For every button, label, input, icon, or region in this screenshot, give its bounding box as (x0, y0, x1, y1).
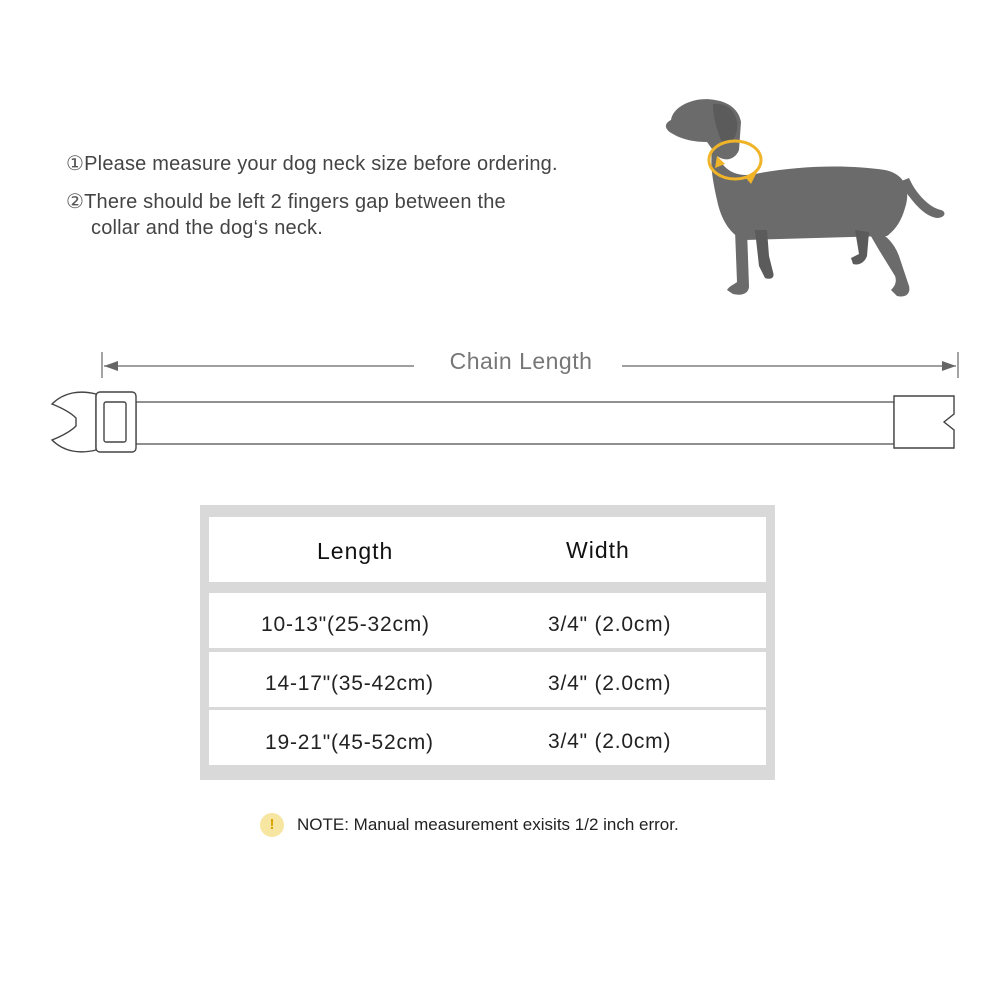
step-number: ② (66, 191, 85, 213)
instruction-text: There should be left 2 fingers gap between the (84, 191, 506, 213)
instruction-2-continued (91, 217, 323, 240)
table-row (209, 652, 766, 707)
chain-length-label: Chain Length (449, 348, 593, 374)
warning-icon: ! (260, 813, 284, 837)
dog-silhouette-icon (666, 99, 945, 296)
collar-strap (136, 402, 894, 444)
table-row (209, 593, 766, 648)
instruction-text: collar and the dog‘s neck. (91, 217, 324, 239)
instruction-text: Please measure your dog neck size before ordering. (84, 153, 558, 175)
header-width: Width (566, 537, 630, 563)
instruction-1 (66, 151, 558, 176)
arrow-right-icon (942, 361, 956, 371)
note-text: NOTE: Manual measurement exisits 1/2 inch error. (297, 815, 679, 834)
arrow-left-icon (104, 361, 118, 371)
buckle-male-icon (52, 392, 136, 452)
instruction-2 (66, 189, 506, 214)
collar-diagram (40, 342, 970, 464)
width-cell: 3/4" (2.0cm) (548, 730, 672, 753)
length-cell: 10-13"(25-32cm) (261, 613, 430, 636)
table-header-row (209, 517, 766, 582)
header-length: Length (317, 538, 394, 564)
length-cell: 19-21"(45-52cm) (265, 731, 434, 754)
buckle-female-icon (894, 396, 954, 448)
size-table (200, 505, 775, 780)
width-cell: 3/4" (2.0cm) (548, 613, 672, 636)
length-cell: 14-17"(35-42cm) (265, 672, 434, 695)
dimension-line (102, 352, 958, 378)
step-number: ① (66, 153, 85, 175)
table-row (209, 710, 766, 765)
dog-illustration (655, 90, 955, 310)
width-cell: 3/4" (2.0cm) (548, 672, 672, 695)
